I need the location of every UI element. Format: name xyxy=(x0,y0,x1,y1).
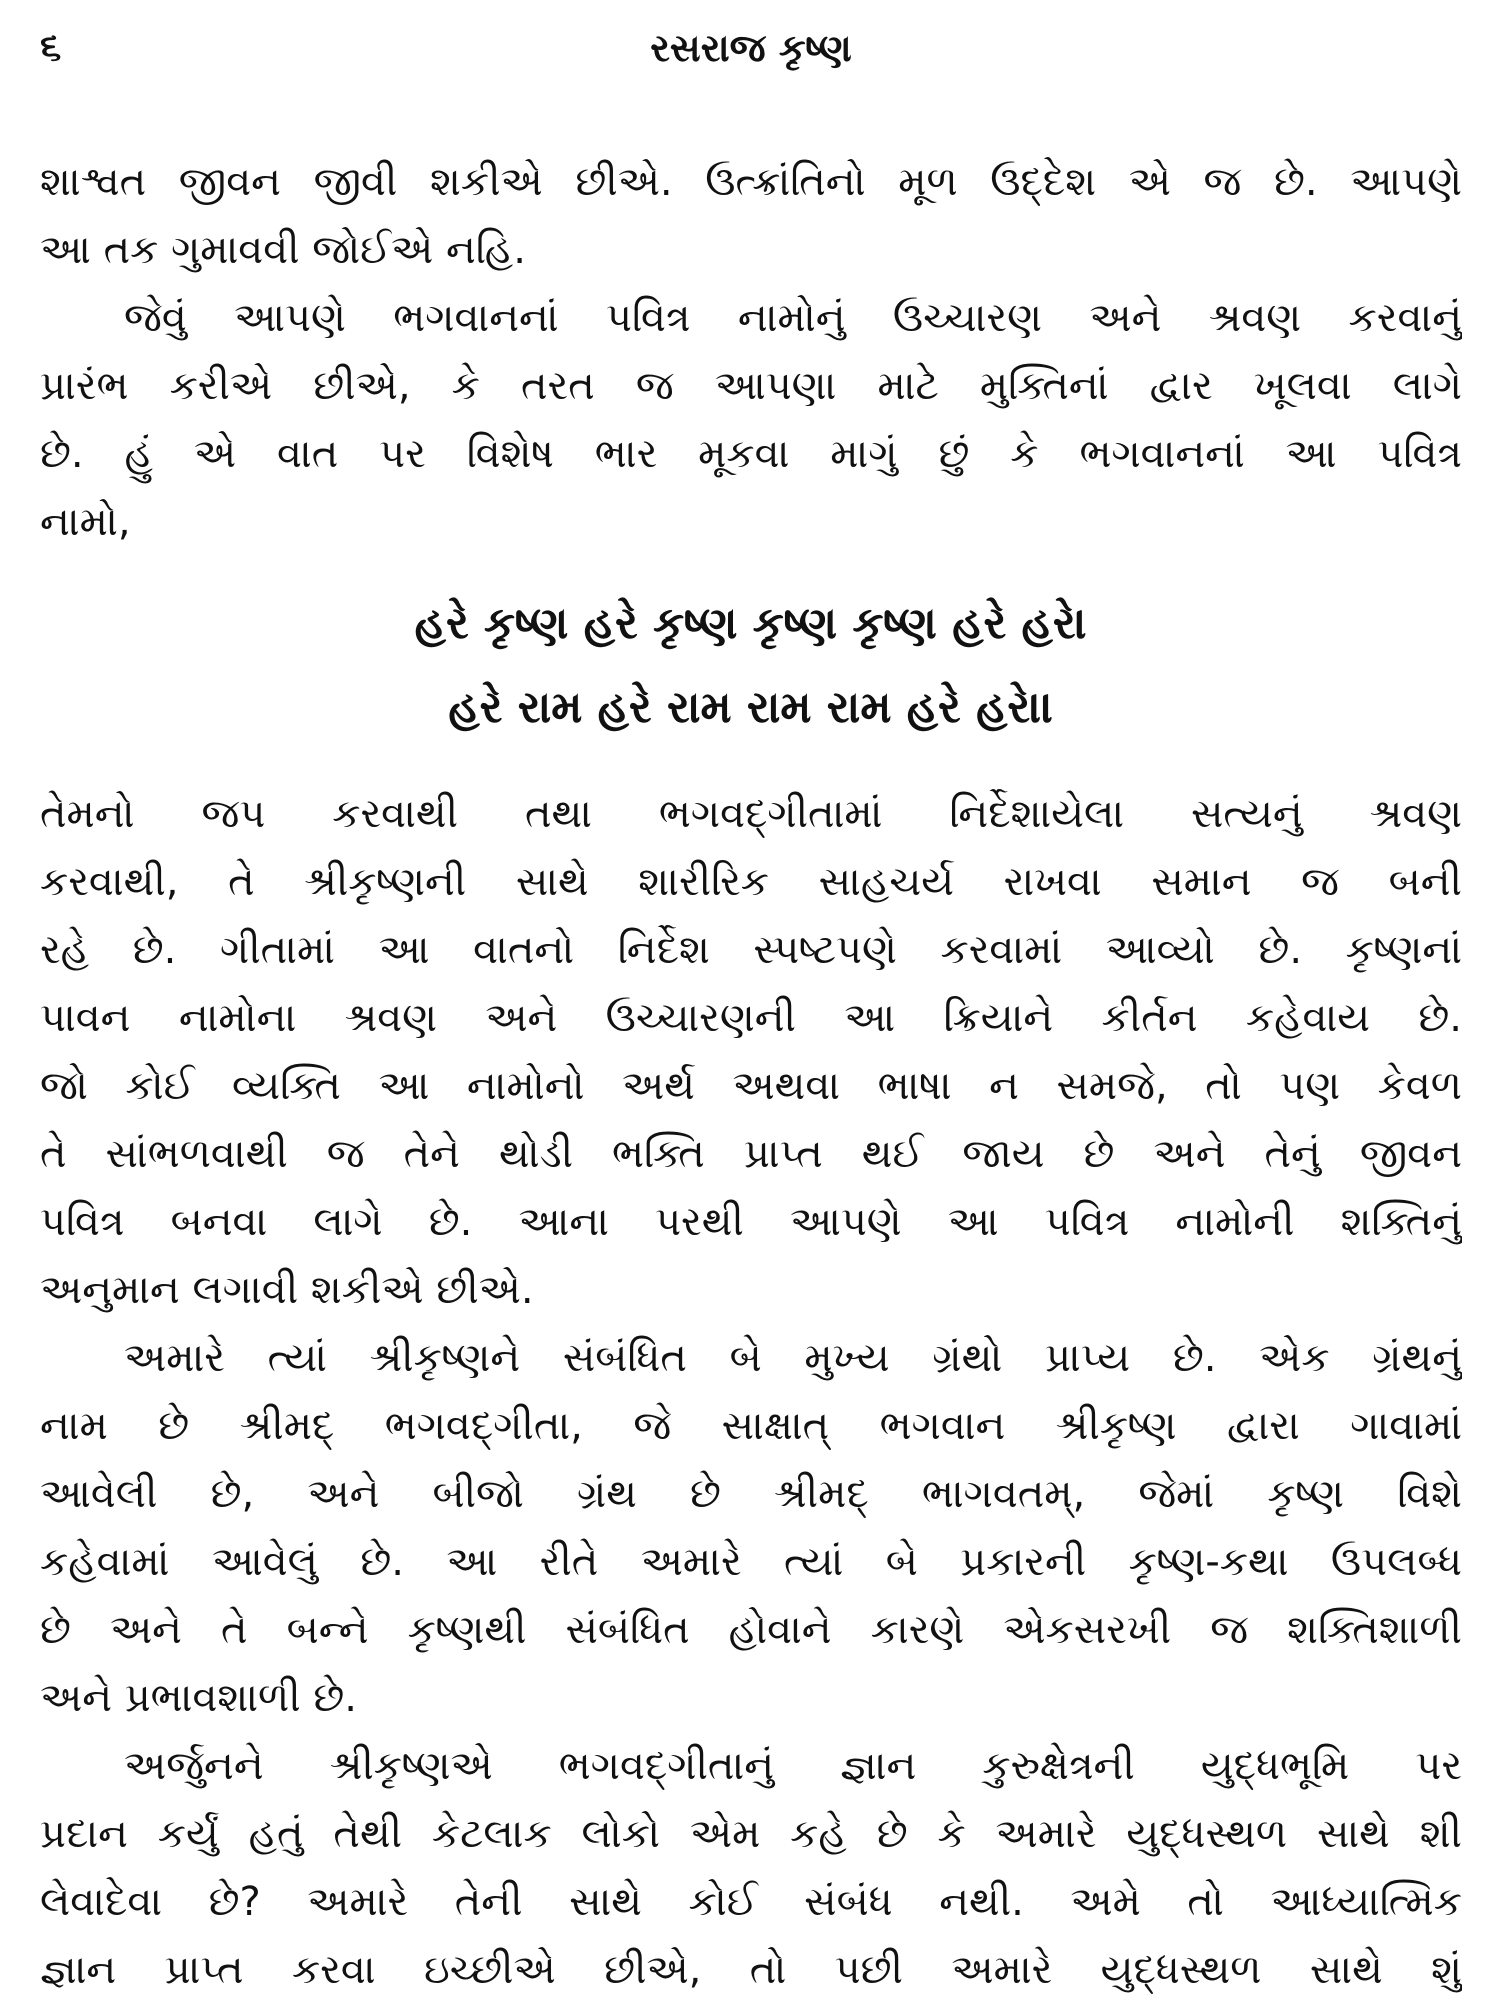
text-line: નામ છે શ્રીમદ્ ભગવદ્ગીતા, જે સાક્ષાત્ ભગવાન શ્રીકૃષ્ણ દ્વારા ગાવામાં xyxy=(40,1403,1462,1449)
text-line: આવેલી છે, અને બીજો ગ્રંથ છે શ્રીમદ્ ભાગવતમ્, જેમાં કૃષ્ણ વિશે xyxy=(40,1471,1462,1517)
running-title: રસરાજ કૃષ્ણ xyxy=(650,26,852,70)
text-line: લેવાદેવા છે? અમારે તેની સાથે કોઈ સંબંધ નથી. અમે તો આધ્યાત્મિક xyxy=(40,1879,1462,1925)
text-line: કહેવામાં આવેલું છે. આ રીતે અમારે ત્યાં બે પ્રકારની કૃષ્ણ-કથા ઉપલબ્ધ xyxy=(40,1539,1462,1585)
text-line: છે અને તે બન્ને કૃષ્ણથી સંબંધિત હોવાને કારણે એકસરખી જ શક્તિશાળી xyxy=(40,1607,1462,1653)
text-line: તેમનો જપ કરવાથી તથા ભગવદ્ગીતામાં નિર્દેશાયેલા સત્યનું શ્રવણ xyxy=(40,791,1462,837)
page-header xyxy=(40,0,1462,84)
text-line: નામો, xyxy=(40,499,131,545)
paragraph xyxy=(40,284,1462,556)
paragraph xyxy=(40,1732,1462,2004)
maha-mantra xyxy=(40,582,1462,750)
body-text xyxy=(40,148,1462,2004)
text-line: જો કોઈ વ્યક્તિ આ નામોનો અર્થ અથવા ભાષા ન સમજે, તો પણ કેવળ xyxy=(40,1063,1462,1109)
text-line: અર્જુનને શ્રીકૃષ્ણએ ભગવદ્ગીતાનું જ્ઞાન કુરુક્ષેત્રની યુદ્ધભૂમિ પર xyxy=(124,1743,1462,1789)
mantra-line: હરે કૃષ્ણ હરે કૃષ્ણ કૃષ્ણ કૃષ્ણ હરે હરે। xyxy=(414,598,1088,649)
text-line: પ્રદાન કર્યું હતું તેથી કેટલાક લોકો એમ કહે છે કે અમારે યુદ્ધસ્થળ સાથે શી xyxy=(40,1811,1462,1857)
paragraph xyxy=(40,1324,1462,1732)
text-line: આ તક ગુમાવવી જોઈએ નહિ. xyxy=(40,227,526,273)
text-line: અનુમાન લગાવી શકીએ છીએ. xyxy=(40,1267,534,1313)
paragraph xyxy=(40,780,1462,1324)
text-line: તે સાંભળવાથી જ તેને થોડી ભક્તિ પ્રાપ્ત થઈ જાય છે અને તેનું જીવન xyxy=(40,1131,1462,1177)
text-line: રહે છે. ગીતામાં આ વાતનો નિર્દેશ સ્પષ્ટપણે કરવામાં આવ્યો છે. કૃષ્ણનાં xyxy=(40,927,1462,973)
paragraph xyxy=(40,148,1462,284)
text-line: કરવાથી, તે શ્રીકૃષ્ણની સાથે શારીરિક સાહચર્ય રાખવા સમાન જ બની xyxy=(40,859,1462,905)
text-line: જેવું આપણે ભગવાનનાં પવિત્ર નામોનું ઉચ્ચારણ અને શ્રવણ કરવાનું xyxy=(124,295,1462,341)
text-line: છે. હું એ વાત પર વિશેષ ભાર મૂકવા માગું છું કે ભગવાનનાં આ પવિત્ર xyxy=(40,431,1462,477)
text-line: પવિત્ર બનવા લાગે છે. આના પરથી આપણે આ પવિત્ર નામોની શક્તિનું xyxy=(40,1199,1462,1245)
text-line: પાવન નામોના શ્રવણ અને ઉચ્ચારણની આ ક્રિયાને કીર્તન કહેવાય છે. xyxy=(40,995,1462,1041)
mantra-line: હરે રામ હરે રામ રામ રામ હરે હરે।। xyxy=(448,682,1054,733)
page-number: ૬ xyxy=(40,24,62,68)
text-line: જ્ઞાન પ્રાપ્ત કરવા ઇચ્છીએ છીએ, તો પછી અમારે યુદ્ધસ્થળ સાથે શું xyxy=(40,1947,1462,1993)
text-line: પ્રારંભ કરીએ છીએ, કે તરત જ આપણા માટે મુક્તિનાં દ્વાર ખૂલવા લાગે xyxy=(40,363,1462,409)
text-line: અને પ્રભાવશાળી છે. xyxy=(40,1675,358,1721)
text-line: અમારે ત્યાં શ્રીકૃષ્ણને સંબંધિત બે મુખ્ય ગ્રંથો પ્રાપ્ય છે. એક ગ્રંથનું xyxy=(124,1335,1462,1381)
text-line: શાશ્વત જીવન જીવી શકીએ છીએ. ઉત્ક્રાંતિનો મૂળ ઉદ્દેશ એ જ છે. આપણે xyxy=(40,159,1462,205)
